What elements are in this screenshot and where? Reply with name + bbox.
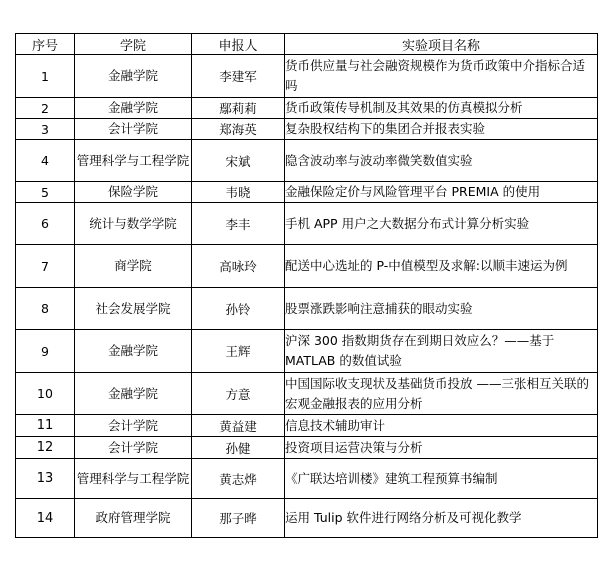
header-college: 学院 — [75, 34, 192, 55]
row-no: 5 — [16, 182, 75, 203]
row-applicant: 高咏玲 — [192, 245, 285, 288]
row-college: 统计与数学学院 — [75, 203, 192, 245]
row-project: 运用 Tulip 软件进行网络分析及可视化教学 — [285, 499, 598, 538]
project-table — [15, 33, 598, 538]
row-project: 中国国际收支现状及基础货币投放 ——三张相互关联的宏观金融报表的应用分析 — [285, 373, 598, 415]
row-college: 保险学院 — [75, 182, 192, 203]
table-row — [16, 415, 598, 437]
row-college: 社会发展学院 — [75, 288, 192, 330]
row-applicant: 方意 — [192, 373, 285, 415]
row-project: 信息技术辅助审计 — [285, 415, 598, 437]
row-no: 4 — [16, 140, 75, 182]
table-row — [16, 55, 598, 98]
row-no: 3 — [16, 119, 75, 140]
row-project: 隐含波动率与波动率微笑数值实验 — [285, 140, 598, 182]
row-no: 8 — [16, 288, 75, 330]
header-project: 实验项目名称 — [285, 34, 598, 55]
table-header-row — [16, 34, 598, 55]
row-applicant: 李建军 — [192, 55, 285, 98]
header-applicant: 申报人 — [192, 34, 285, 55]
row-college: 金融学院 — [75, 98, 192, 119]
table-row — [16, 373, 598, 415]
row-college: 会计学院 — [75, 119, 192, 140]
row-no: 12 — [16, 437, 75, 459]
row-no: 13 — [16, 459, 75, 499]
row-college: 商学院 — [75, 245, 192, 288]
row-project: 复杂股权结构下的集团合并报表实验 — [285, 119, 598, 140]
row-no: 11 — [16, 415, 75, 437]
row-project: 沪深 300 指数期货存在到期日效应么？——基于 MATLAB 的数值试验 — [285, 330, 598, 373]
row-college: 管理科学与工程学院 — [75, 140, 192, 182]
row-applicant: 孙健 — [192, 437, 285, 459]
row-project: 投资项目运营决策与分析 — [285, 437, 598, 459]
row-applicant: 韦晓 — [192, 182, 285, 203]
row-applicant: 孙铃 — [192, 288, 285, 330]
row-project: 股票涨跌影响注意捕获的眼动实验 — [285, 288, 598, 330]
row-no: 6 — [16, 203, 75, 245]
row-college: 会计学院 — [75, 415, 192, 437]
row-no: 1 — [16, 55, 75, 98]
row-applicant: 宋斌 — [192, 140, 285, 182]
table-row — [16, 203, 598, 245]
row-project: 金融保险定价与风险管理平台 PREMIA 的使用 — [285, 182, 598, 203]
table-row — [16, 140, 598, 182]
table-row — [16, 459, 598, 499]
row-college: 管理科学与工程学院 — [75, 459, 192, 499]
row-no: 14 — [16, 499, 75, 538]
row-applicant: 黄志烨 — [192, 459, 285, 499]
row-college: 金融学院 — [75, 373, 192, 415]
row-project: 配送中心选址的 P-中值模型及求解:以顺丰速运为例 — [285, 245, 598, 288]
table-row — [16, 119, 598, 140]
row-project: 货币政策传导机制及其效果的仿真模拟分析 — [285, 98, 598, 119]
row-no: 7 — [16, 245, 75, 288]
table-row — [16, 245, 598, 288]
row-no: 2 — [16, 98, 75, 119]
row-college: 金融学院 — [75, 330, 192, 373]
row-applicant: 黄益建 — [192, 415, 285, 437]
table-row — [16, 330, 598, 373]
row-applicant: 鄢莉莉 — [192, 98, 285, 119]
row-applicant: 李丰 — [192, 203, 285, 245]
row-applicant: 郑海英 — [192, 119, 285, 140]
row-applicant: 王辉 — [192, 330, 285, 373]
table-row — [16, 499, 598, 538]
table-row — [16, 437, 598, 459]
row-no: 10 — [16, 373, 75, 415]
header-no: 序号 — [16, 34, 75, 55]
row-college: 政府管理学院 — [75, 499, 192, 538]
table-row — [16, 98, 598, 119]
table-row — [16, 182, 598, 203]
row-applicant: 那子晔 — [192, 499, 285, 538]
row-college: 金融学院 — [75, 55, 192, 98]
row-project: 手机 APP 用户之大数据分布式计算分析实验 — [285, 203, 598, 245]
row-no: 9 — [16, 330, 75, 373]
row-project: 货币供应量与社会融资规模作为货币政策中介指标合适吗 — [285, 55, 598, 98]
row-project: 《广联达培训楼》建筑工程预算书编制 — [285, 459, 598, 499]
row-college: 会计学院 — [75, 437, 192, 459]
table-row — [16, 288, 598, 330]
